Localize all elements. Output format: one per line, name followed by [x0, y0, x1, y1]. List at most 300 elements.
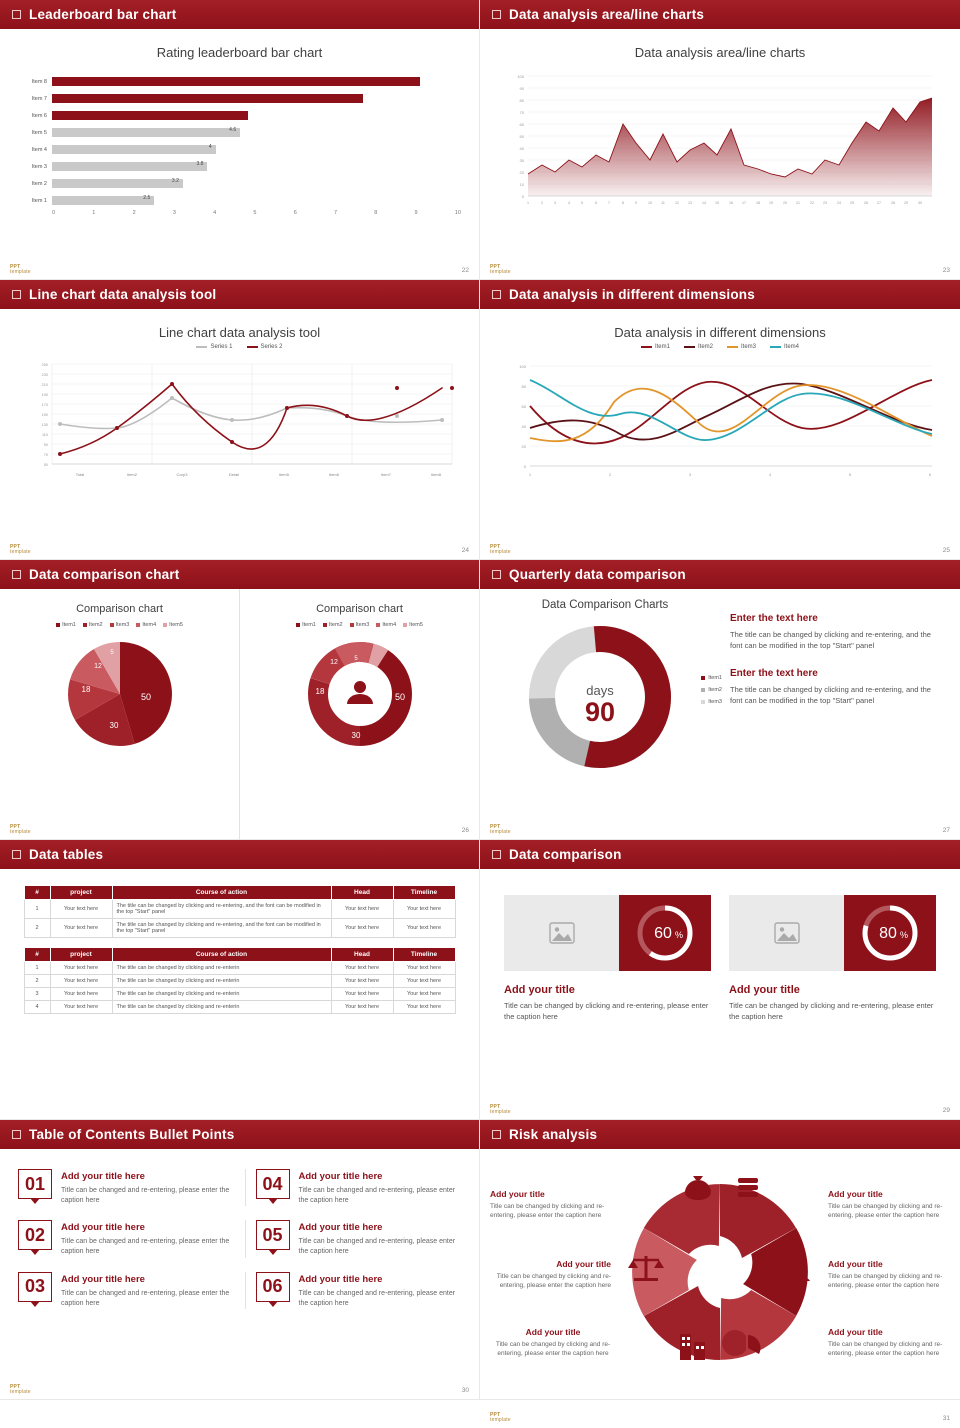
- svg-text:23: 23: [823, 201, 827, 205]
- chart-title: Data analysis in different dimensions: [614, 325, 826, 340]
- donut-value-item4: 12: [329, 659, 338, 666]
- legend-label: Item1: [708, 675, 722, 681]
- table-row: [24, 900, 455, 919]
- risk-block: [490, 1189, 620, 1220]
- svg-text:80: 80: [519, 98, 524, 103]
- legend-swatch-icon: [296, 623, 300, 627]
- logo-line1: PPT: [490, 1411, 501, 1418]
- legend-label: Item5: [169, 622, 183, 628]
- slide-header-title: Data comparison chart: [29, 567, 180, 582]
- logo: [10, 825, 31, 836]
- toc-item-body: Title can be changed and re-entering, please enter the caption here: [61, 1289, 230, 1307]
- legend-swatch-icon: [701, 676, 705, 680]
- toc-number-badge: 01: [18, 1169, 52, 1199]
- svg-text:130: 130: [41, 423, 48, 427]
- legend-label: Item3: [708, 699, 722, 705]
- card-title: Add your title: [504, 984, 575, 996]
- cell-head: Your text here: [331, 988, 393, 1001]
- progress-ring-60: [633, 901, 697, 965]
- legend-swatch-icon: [110, 623, 114, 627]
- square-bullet-icon: [492, 570, 501, 579]
- slide-data-tables: [0, 840, 480, 1120]
- risk-block: [486, 1259, 611, 1290]
- table-row: [24, 975, 455, 988]
- toc-item[interactable]: [245, 1169, 462, 1206]
- bar-row: [18, 159, 461, 174]
- svg-text:Total: Total: [75, 472, 85, 477]
- toc-item-body: Title can be changed and re-entering, please enter the caption here: [298, 1289, 456, 1307]
- donut-value-label: 90: [584, 697, 616, 727]
- legend-item: [727, 344, 756, 350]
- slide-header-title: Data tables: [29, 847, 104, 862]
- svg-text:6: 6: [595, 201, 597, 205]
- svg-text:Item5: Item5: [278, 472, 290, 477]
- cell-timeline: Your text here: [393, 900, 455, 919]
- svg-text:40: 40: [519, 146, 524, 151]
- logo: [490, 545, 511, 556]
- column-header: project: [50, 948, 112, 962]
- risk-title: Add your title: [490, 1189, 545, 1199]
- svg-text:27: 27: [877, 201, 881, 205]
- page-number: 31: [942, 1415, 950, 1422]
- slide-body: [0, 589, 479, 840]
- donut-legend: [240, 622, 479, 628]
- svg-text:1: 1: [527, 201, 529, 205]
- bar-chart: [18, 74, 461, 216]
- donut-subtitle: Data Comparison Charts: [541, 599, 669, 611]
- bar-value: 4: [208, 144, 212, 150]
- bar-label: Item 7: [31, 95, 47, 102]
- toc-item-title: Add your title here: [61, 1171, 145, 1182]
- svg-text:3: 3: [688, 472, 692, 477]
- svg-text:29: 29: [904, 201, 908, 205]
- cell-timeline: Your text here: [393, 962, 455, 975]
- legend-label: Item2: [88, 622, 103, 628]
- days-donut-svg: [500, 617, 710, 787]
- legend-label: Item2: [328, 622, 343, 628]
- svg-text:17: 17: [742, 201, 746, 205]
- progress-ring-box: [844, 895, 936, 971]
- chart-title: Rating leaderboard bar chart: [156, 45, 323, 60]
- toc-grid: [0, 1149, 479, 1309]
- x-tick: 3: [172, 210, 176, 216]
- slide-header: [480, 280, 960, 309]
- donut-value-item2: 30: [351, 731, 360, 740]
- legend-label: Item4: [382, 622, 397, 628]
- progress-ring-80: [858, 901, 922, 965]
- square-bullet-icon: [12, 570, 21, 579]
- toc-number-badge: 06: [256, 1272, 290, 1302]
- donut-title: Comparison chart: [316, 603, 403, 615]
- cell-action: The title can be changed by clicking and re-enterin: [112, 1001, 331, 1014]
- svg-text:Item2: Item2: [126, 472, 138, 477]
- comparison-card: [729, 895, 936, 1023]
- cell-timeline: Your text here: [393, 975, 455, 988]
- chart-title: Line chart data analysis tool: [158, 325, 321, 340]
- column-header: project: [50, 886, 112, 900]
- cell-index: 3: [24, 988, 50, 1001]
- legend-label: Item1: [654, 344, 670, 350]
- slide-header-title: Leaderboard bar chart: [29, 7, 177, 22]
- image-icon: [549, 922, 575, 944]
- bar-fill: [52, 128, 240, 137]
- person-icon: [354, 681, 366, 693]
- slide-header-title: Line chart data analysis tool: [29, 287, 217, 302]
- legend-label: Item3: [741, 344, 757, 350]
- legend-item: [163, 622, 183, 628]
- multi-line-chart-svg: [502, 358, 938, 493]
- cell-action: The title can be changed by clicking and re-enterin: [112, 988, 331, 1001]
- multi-line-chart: [502, 358, 938, 498]
- slide-line-chart-tool: [0, 280, 480, 560]
- svg-text:250: 250: [41, 363, 48, 367]
- svg-text:80: 80: [521, 384, 526, 389]
- toc-number-badge: 02: [18, 1220, 52, 1250]
- svg-text:50: 50: [519, 134, 524, 139]
- svg-text:90: 90: [519, 86, 524, 91]
- cell-action: The title can be changed by clicking and re-entering, and the font can be modified in the top "Start" panel: [112, 900, 331, 919]
- x-tick: 2: [132, 210, 136, 216]
- legend-label: Item2: [708, 687, 722, 693]
- slide-body: [480, 29, 960, 280]
- chart-legend: [480, 344, 960, 350]
- slide-header-title: Risk analysis: [509, 1127, 598, 1142]
- svg-text:5: 5: [581, 201, 583, 205]
- text-block-body: The title can be changed by clicking and re-entering, and the font can be modified in the top "Start" panel: [730, 630, 931, 651]
- risk-body: Title can be changed by clicking and re-entering, please enter the caption here: [490, 1203, 605, 1220]
- logo-line2: template: [10, 268, 31, 275]
- image-placeholder: [504, 895, 619, 971]
- toc-item-body: Title can be changed and re-entering, please enter the caption here: [61, 1187, 230, 1205]
- svg-text:9: 9: [635, 201, 637, 205]
- logo-line1: PPT: [10, 1383, 21, 1390]
- card-title: Add your title: [729, 984, 800, 996]
- progress-ring-box: [619, 895, 711, 971]
- bar-row: [18, 142, 461, 157]
- line-chart-svg: [22, 358, 458, 488]
- legend-label: Series 1: [210, 344, 233, 350]
- risk-body: Title can be changed by clicking and re-entering, please enter the caption here: [496, 1273, 611, 1290]
- legend-swatch-icon: [350, 623, 354, 627]
- svg-text:110: 110: [41, 433, 48, 437]
- legend-label: Item4: [784, 344, 800, 350]
- svg-text:2: 2: [608, 472, 612, 477]
- legend-item: [701, 675, 722, 681]
- slide-body: [480, 589, 960, 840]
- toc-item[interactable]: [18, 1169, 235, 1206]
- pinwheel-diagram: [615, 1157, 825, 1387]
- page-number: 26: [461, 827, 469, 834]
- svg-text:28: 28: [891, 201, 895, 205]
- pie-value-item1: 50: [140, 692, 151, 702]
- legend-item: [684, 344, 713, 350]
- square-bullet-icon: [492, 1130, 501, 1139]
- legend-swatch-icon: [247, 346, 258, 348]
- cell-timeline: Your text here: [393, 1001, 455, 1014]
- coins-icon: [738, 1178, 758, 1197]
- table-row: [24, 919, 455, 938]
- logo-line2: template: [490, 828, 511, 835]
- cell-timeline: Your text here: [393, 988, 455, 1001]
- x-tick: 7: [333, 210, 338, 216]
- donut-value-item1: 50: [394, 692, 405, 702]
- donut-value-item5: 5: [353, 656, 358, 662]
- x-tick: 5: [253, 210, 257, 216]
- toc-item-title: Add your title here: [61, 1222, 145, 1234]
- table-header-row: [24, 948, 455, 962]
- column-header: Head: [331, 948, 393, 962]
- slide-header-title: Quarterly data comparison: [509, 567, 686, 582]
- slide-multi-dimension-analysis: [480, 280, 960, 560]
- svg-text:210: 210: [41, 383, 48, 387]
- x-tick: 4: [213, 210, 217, 216]
- x-tick: 8: [374, 210, 378, 216]
- legend-item: [701, 687, 722, 693]
- legend-label: Item1: [302, 622, 316, 628]
- legend-swatch-icon: [403, 623, 407, 627]
- svg-text:1: 1: [528, 472, 532, 477]
- cell-index: 1: [24, 900, 50, 919]
- column-header: #: [24, 886, 50, 900]
- pie-legend: [0, 622, 239, 628]
- slide-header-title: Data comparison: [509, 847, 622, 862]
- legend-swatch-icon: [136, 623, 140, 627]
- risk-block: [828, 1327, 948, 1358]
- svg-text:13: 13: [688, 201, 692, 205]
- bar-label: Item 8: [31, 78, 47, 85]
- chart-title: Data analysis area/line charts: [634, 45, 806, 60]
- logo: [10, 265, 31, 276]
- page-number: 27: [942, 827, 950, 834]
- slide-body: [0, 885, 479, 1136]
- square-bullet-icon: [492, 850, 501, 859]
- slide-data-comparison: [480, 840, 960, 1120]
- comparison-card: [504, 895, 711, 1023]
- cell-index: 2: [24, 919, 50, 938]
- donut-chart-panel: [239, 589, 479, 840]
- risk-block: [828, 1189, 948, 1220]
- cell-index: 1: [24, 962, 50, 975]
- svg-text:19: 19: [769, 201, 773, 205]
- donut-unit-label: days: [586, 683, 614, 698]
- x-tick: 1: [92, 210, 96, 216]
- legend-item: [770, 344, 799, 350]
- bar-label: Item 2: [31, 180, 47, 187]
- svg-text:100: 100: [517, 74, 524, 79]
- svg-text:20: 20: [521, 444, 526, 449]
- item4-line: [530, 380, 932, 440]
- text-block-body: The title can be changed by clicking and re-entering, and the font can be modified in the top "Start" panel: [730, 684, 931, 705]
- svg-text:Item8: Item8: [430, 472, 442, 477]
- slide-body: [480, 869, 960, 1120]
- svg-text:16: 16: [729, 201, 733, 205]
- legend-item: [323, 622, 343, 628]
- toc-item[interactable]: [18, 1272, 235, 1309]
- svg-text:26: 26: [864, 201, 868, 205]
- image-placeholder: [729, 895, 844, 971]
- svg-text:90: 90: [43, 443, 48, 447]
- slide-body: [480, 309, 960, 560]
- risk-title: Add your title: [525, 1327, 581, 1337]
- percent-symbol: %: [674, 930, 684, 940]
- slide-data-comparison-chart: [0, 560, 480, 840]
- cell-project: Your text here: [50, 962, 112, 975]
- area-chart-svg: [502, 68, 938, 208]
- bar-value: 2.5: [143, 195, 151, 201]
- logo-line1: PPT: [10, 543, 21, 550]
- slide-header: [0, 0, 479, 29]
- cell-project: Your text here: [50, 975, 112, 988]
- svg-text:21: 21: [796, 201, 800, 205]
- legend-label: Item3: [115, 622, 130, 628]
- cell-head: Your text here: [331, 1001, 393, 1014]
- legend-swatch-icon: [641, 346, 652, 348]
- svg-text:12: 12: [675, 201, 679, 205]
- logo-line1: PPT: [490, 823, 501, 830]
- pie-value-item4: 12: [93, 663, 102, 670]
- svg-text:Detail: Detail: [228, 472, 240, 477]
- svg-text:60: 60: [519, 122, 524, 127]
- percent-symbol: %: [899, 930, 909, 940]
- svg-text:3: 3: [554, 201, 556, 205]
- image-icon: [774, 922, 800, 944]
- logo-line1: PPT: [490, 263, 501, 270]
- svg-text:18: 18: [756, 201, 760, 205]
- square-bullet-icon: [12, 290, 21, 299]
- risk-body: Title can be changed by clicking and re-entering, please enter the caption here: [828, 1341, 943, 1358]
- slide-header: [0, 1120, 479, 1149]
- legend-item: [196, 344, 232, 350]
- toc-item[interactable]: [245, 1272, 462, 1309]
- pie-value-item2: 30: [109, 721, 118, 730]
- bar-row: [18, 125, 461, 140]
- toc-item[interactable]: [18, 1220, 235, 1257]
- toc-item[interactable]: [245, 1220, 462, 1257]
- toc-item-title: Add your title here: [61, 1273, 145, 1285]
- bar-fill: [52, 145, 216, 154]
- svg-text:Item7: Item7: [380, 472, 392, 477]
- toc-item-title: Add your title here: [298, 1222, 383, 1234]
- svg-text:6: 6: [928, 472, 932, 477]
- logo-line2: template: [490, 1108, 511, 1115]
- logo-line2: template: [10, 548, 31, 555]
- legend-item: [247, 344, 283, 350]
- legend-label: Item1: [62, 622, 76, 628]
- column-header: #: [24, 948, 50, 962]
- svg-text:50: 50: [43, 463, 48, 467]
- logo-line2: template: [490, 1416, 511, 1423]
- bar-row: [18, 108, 461, 123]
- bar-value: 4.6: [229, 127, 237, 133]
- text-block: [730, 613, 944, 652]
- slide-quarterly-data-comparison: [480, 560, 960, 840]
- legend-swatch-icon: [163, 623, 167, 627]
- pie-chart-svg: [20, 632, 220, 762]
- slide-body: [0, 29, 479, 280]
- data-table-2: [24, 947, 456, 1014]
- legend-item: [403, 622, 423, 628]
- area-chart: [502, 68, 938, 213]
- risk-title: Add your title: [828, 1189, 883, 1199]
- slide-header: [480, 840, 960, 869]
- svg-text:70: 70: [43, 453, 48, 457]
- legend-item: [376, 622, 396, 628]
- svg-text:Corp3: Corp3: [176, 472, 188, 477]
- cell-head: Your text here: [331, 962, 393, 975]
- risk-body: Title can be changed by clicking and re-entering, please enter the caption here: [495, 1341, 611, 1358]
- logo: [490, 265, 511, 276]
- bar-value: 3.2: [171, 178, 179, 184]
- square-bullet-icon: [12, 10, 21, 19]
- svg-text:40: 40: [521, 424, 526, 429]
- logo: [490, 1413, 511, 1424]
- svg-text:150: 150: [41, 413, 48, 417]
- bar-fill: [52, 77, 420, 86]
- svg-text:0: 0: [521, 194, 524, 199]
- svg-text:7: 7: [608, 201, 610, 205]
- slide-header-title: Data analysis in different dimensions: [509, 287, 755, 302]
- toc-number-badge: 03: [18, 1272, 52, 1302]
- svg-text:20: 20: [783, 201, 787, 205]
- slide-header: [480, 0, 960, 29]
- square-bullet-icon: [12, 1130, 21, 1139]
- square-bullet-icon: [492, 10, 501, 19]
- svg-text:5: 5: [848, 472, 852, 477]
- toc-item-body: Title can be changed and re-entering, please enter the caption here: [298, 1238, 456, 1256]
- x-tick: 0: [52, 210, 56, 216]
- pie-title: Comparison chart: [76, 603, 163, 615]
- pinwheel-blades: [606, 1162, 834, 1382]
- column-header: Head: [331, 886, 393, 900]
- data-table-1: [24, 885, 456, 938]
- page-number: 24: [461, 547, 469, 554]
- text-block-title: Enter the text here: [730, 667, 818, 679]
- legend-item: [110, 622, 130, 628]
- bar-value: 3.8: [196, 161, 204, 167]
- percent-value: 80: [879, 925, 897, 942]
- pie-value-item5: 5: [109, 650, 114, 656]
- svg-text:70: 70: [519, 110, 524, 115]
- legend-item: [56, 622, 76, 628]
- bar-label: Item 1: [31, 197, 47, 204]
- toc-item-title: Add your title here: [298, 1171, 383, 1182]
- logo: [10, 1385, 31, 1396]
- x-tick: 6: [293, 210, 297, 216]
- area-fill: [528, 98, 932, 196]
- legend-swatch-icon: [727, 346, 738, 348]
- legend-swatch-icon: [376, 623, 380, 627]
- cell-head: Your text here: [331, 900, 393, 919]
- legend-label: Series 2: [260, 344, 283, 350]
- toc-item-body: Title can be changed and re-entering, please enter the caption here: [298, 1187, 456, 1205]
- svg-text:2: 2: [541, 201, 543, 205]
- slide-body: [0, 309, 479, 560]
- square-bullet-icon: [492, 290, 501, 299]
- bar-row: [18, 91, 461, 106]
- legend-label: Item5: [409, 622, 423, 628]
- page-number: 25: [942, 547, 950, 554]
- cell-head: Your text here: [331, 975, 393, 988]
- text-block-title: Enter the text here: [730, 613, 818, 624]
- x-axis: [18, 210, 461, 216]
- cell-index: 4: [24, 1001, 50, 1014]
- logo-line1: PPT: [10, 823, 21, 830]
- svg-text:22: 22: [810, 201, 814, 205]
- donut-chart-svg: [260, 632, 460, 762]
- risk-body: Title can be changed by clicking and re-entering, please enter the caption here: [828, 1273, 943, 1290]
- legend-swatch-icon: [770, 346, 781, 348]
- cell-action: The title can be changed by clicking and re-entering, and the font can be modified in the top "Start" panel: [112, 919, 331, 938]
